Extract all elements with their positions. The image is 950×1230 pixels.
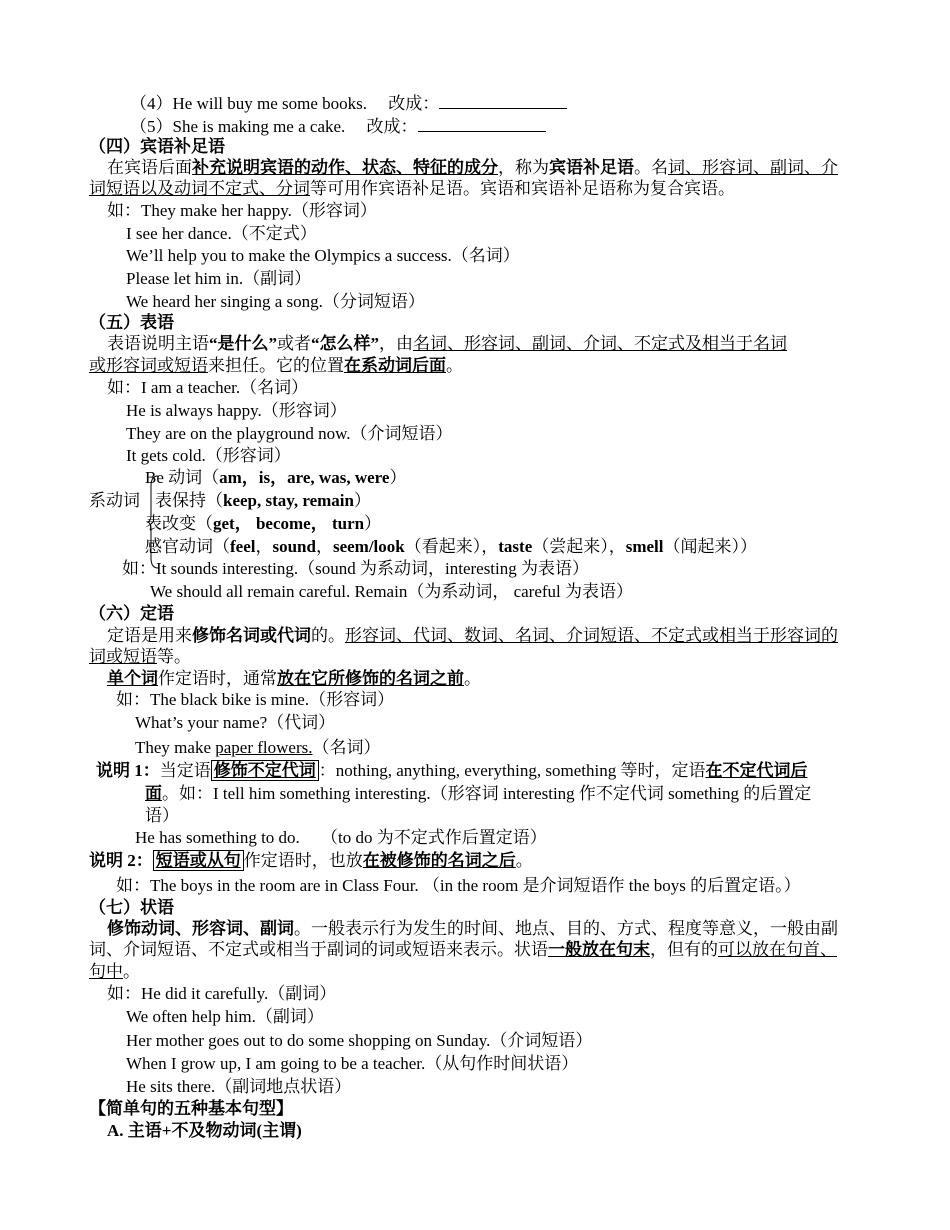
answer-blank[interactable] bbox=[418, 115, 546, 132]
paragraph-line: 词短语以及动词不定式、分词等可用作宾语补足语。宾语和宾语补足语称为复合宾语。 bbox=[89, 179, 735, 198]
linking-verb-item: 表改变（get， become， turn） bbox=[145, 514, 382, 533]
note-2: 说明 2： 短语或从句 作定语时，也放在被修饰的名词之后。 bbox=[89, 851, 533, 870]
example-line: We’ll help you to make the Olympics a success.（名词） bbox=[126, 246, 520, 265]
example-line: When I grow up, I am going to be a teacher.（从句作时间状语） bbox=[126, 1054, 579, 1073]
example-line: I see her dance.（不定式） bbox=[126, 224, 317, 243]
exercise-5: （5）She is making me a cake. 改成： bbox=[130, 115, 546, 137]
paragraph-line: 句中。 bbox=[89, 962, 140, 981]
section-title: 【简单句的五种基本句型】 bbox=[89, 1099, 293, 1118]
example-line: He is always happy.（形容词） bbox=[126, 401, 347, 420]
subsection-title: A. 主语+不及物动词(主谓) bbox=[107, 1121, 302, 1140]
note-1-line: 语） bbox=[145, 806, 179, 825]
paragraph-line: 词或短语等。 bbox=[89, 647, 191, 666]
example-line: He has something to do. （to do 为不定式作后置定语） bbox=[135, 828, 547, 847]
example-line: 如：I am a teacher.（名词） bbox=[107, 378, 309, 397]
example-line: 如：They make her happy.（形容词） bbox=[107, 201, 377, 220]
example-line: 如：It sounds interesting.（sound 为系动词，interesting 为表语） bbox=[122, 559, 590, 578]
exercise-4: （4）He will buy me some books. 改成： bbox=[130, 92, 567, 114]
example-line: 如：The boys in the room are in Class Four. （in the room 是介词短语作 the boys 的后置定语。） bbox=[116, 876, 801, 895]
example-line: 如：He did it carefully.（副词） bbox=[107, 984, 337, 1003]
paragraph-line: 或形容词或短语来担任。它的位置在系动词后面。 bbox=[89, 356, 463, 375]
linking-verb-item: Be 动词（am，is，are, was, were） bbox=[145, 468, 407, 487]
paragraph-line: 在宾语后面补充说明宾语的动作、状态、特征的成分，称为宾语补足语。名词、形容词、副词、介 bbox=[107, 158, 838, 177]
example-line: They are on the playground now.（介词短语） bbox=[126, 424, 453, 443]
paragraph-line: 表语说明主语“是什么”或者“怎么样”，由名词、形容词、副词、介词、不定式及相当于名词 bbox=[107, 334, 787, 353]
note-1-line: 面。如：I tell him something interesting.（形容词 interesting 作不定代词 something 的后置定 bbox=[145, 784, 812, 803]
example-line: Please let him in.（副词） bbox=[126, 269, 312, 288]
linking-verb-item: 表保持（keep, stay, remain） bbox=[155, 491, 371, 510]
example-line: We should all remain careful. Remain（为系动词， careful 为表语） bbox=[150, 582, 633, 601]
example-line: Her mother goes out to do some shopping on Sunday.（介词短语） bbox=[126, 1031, 593, 1050]
example-line: We often help him.（副词） bbox=[126, 1007, 324, 1026]
paragraph-line: 修饰动词、形容词、副词。一般表示行为发生的时间、地点、目的、方式、程度等意义，一般由副 bbox=[107, 919, 838, 938]
note-1: 说明 1：当定语 修饰不定代词 ：nothing, anything, everything, something 等时，定语在不定代词后 bbox=[96, 761, 808, 780]
section-title: （五）表语 bbox=[89, 313, 174, 332]
section-title: （七）状语 bbox=[89, 898, 174, 917]
example-line: We heard her singing a song.（分词短语） bbox=[126, 292, 425, 311]
section-title: （四）宾语补足语 bbox=[89, 137, 225, 156]
example-line: 如：The black bike is mine.（形容词） bbox=[116, 690, 395, 709]
paragraph-line: 词、介词短语、不定式或相当于副词的词或短语来表示。状语一般放在句末，但有的可以放在句首、 bbox=[89, 940, 837, 959]
example-line: They make paper flowers.（名词） bbox=[135, 738, 381, 757]
paragraph-line: 单个词作定语时，通常放在它所修饰的名词之前。 bbox=[107, 669, 481, 688]
paragraph-line: 定语是用来修饰名词或代词的。形容词、代词、数词、名词、介词短语、不定式或相当于形容词的 bbox=[107, 626, 838, 645]
example-line: It gets cold.（形容词） bbox=[126, 446, 291, 465]
linking-verb-label: 系动词 bbox=[89, 491, 140, 510]
section-title: （六）定语 bbox=[89, 604, 174, 623]
example-line: What’s your name?（代词） bbox=[135, 713, 336, 732]
linking-verb-item: 感官动词（feel，sound，seem/look（看起来），taste（尝起来），smell（闻起来）） bbox=[145, 537, 758, 556]
example-line: He sits there.（副词地点状语） bbox=[126, 1077, 352, 1096]
answer-blank[interactable] bbox=[439, 92, 567, 109]
